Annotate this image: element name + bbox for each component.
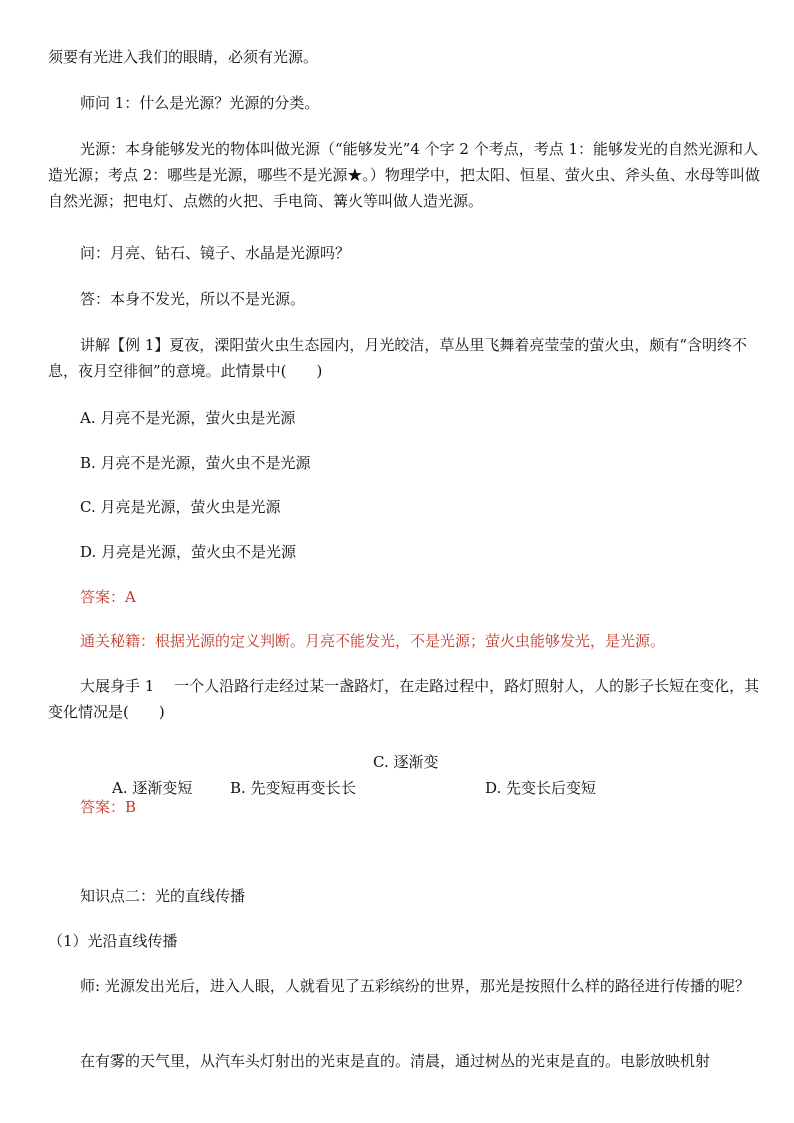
practice-1-option-a: A. 逐渐变短: [112, 779, 193, 797]
practice-1-option-c: C. 逐渐变长: [341, 753, 439, 797]
subsection-heading-1: （1）光沿直线传播: [48, 932, 178, 950]
practice-1-option-d: D. 先变长后变短: [485, 779, 597, 797]
example-1-option-b: B. 月亮不是光源，萤火虫不是光源: [80, 454, 311, 472]
teacher-explanation: 师: 光源发出光后，进入人眼，人就看见了五彩缤纷的世界，那光是按照什么样的路径进行传播的呢？: [80, 977, 750, 995]
example-1-option-a: A. 月亮不是光源，萤火虫是光源: [80, 409, 296, 427]
practice-1-option-b: B. 先变短再变长: [230, 779, 341, 797]
light-source-definition: 光源：本身能够发光的物体叫做光源（“能够发光”4 个字 2 个考点，考点 1：能够发光的自然光源和人造光源；考点 2：哪些是光源，哪些不是光源★。）物理学中，把太阳、恒星、萤火虫、斧头鱼、水母等叫做自然光源；把电灯、点燃的火把、手电筒、篝火等叫做人造光源。: [48, 140, 760, 210]
answer-moon: 答：本身不发光，所以不是光源。: [80, 290, 306, 308]
example-1-option-d: D. 月亮是光源，萤火虫不是光源: [80, 543, 297, 561]
practice-1-question: 大展身手 1 一个人沿路行走经过某一盏路灯，在走路过程中，路灯照射人，人的影子长短在变化，其变化情况是( ): [48, 677, 760, 721]
example-1-answer: 答案：A: [80, 588, 136, 606]
question-moon: 问：月亮、钻石、镜子、水晶是光源吗？: [80, 244, 351, 262]
teacher-question-1: 师问 1：什么是光源？光源的分类。: [80, 94, 320, 112]
example-1-option-c: C. 月亮是光源，萤火虫是光源: [80, 498, 281, 516]
solution-tip: 通关秘籍：根据光源的定义判断。月亮不能发光，不是光源；萤火虫能够发光，是光源。: [80, 632, 666, 650]
section-heading-2: 知识点二：光的直线传播: [80, 887, 246, 905]
paragraph-intro: 须要有光进入我们的眼睛，必须有光源。: [48, 48, 319, 66]
examples-paragraph: 在有雾的天气里，从汽车头灯射出的光束是直的。清晨，通过树丛的光束是直的。电影放映机射: [80, 1052, 711, 1070]
example-1-question: 讲解【例 1】夏夜，溧阳萤火虫生态园内，月光皎洁，草丛里飞舞着亮莹莹的萤火虫，颇有“含明终不息，夜月空徘徊”的意境。此情景中( ): [48, 336, 747, 380]
practice-1-answer: 答案：B: [80, 798, 137, 816]
